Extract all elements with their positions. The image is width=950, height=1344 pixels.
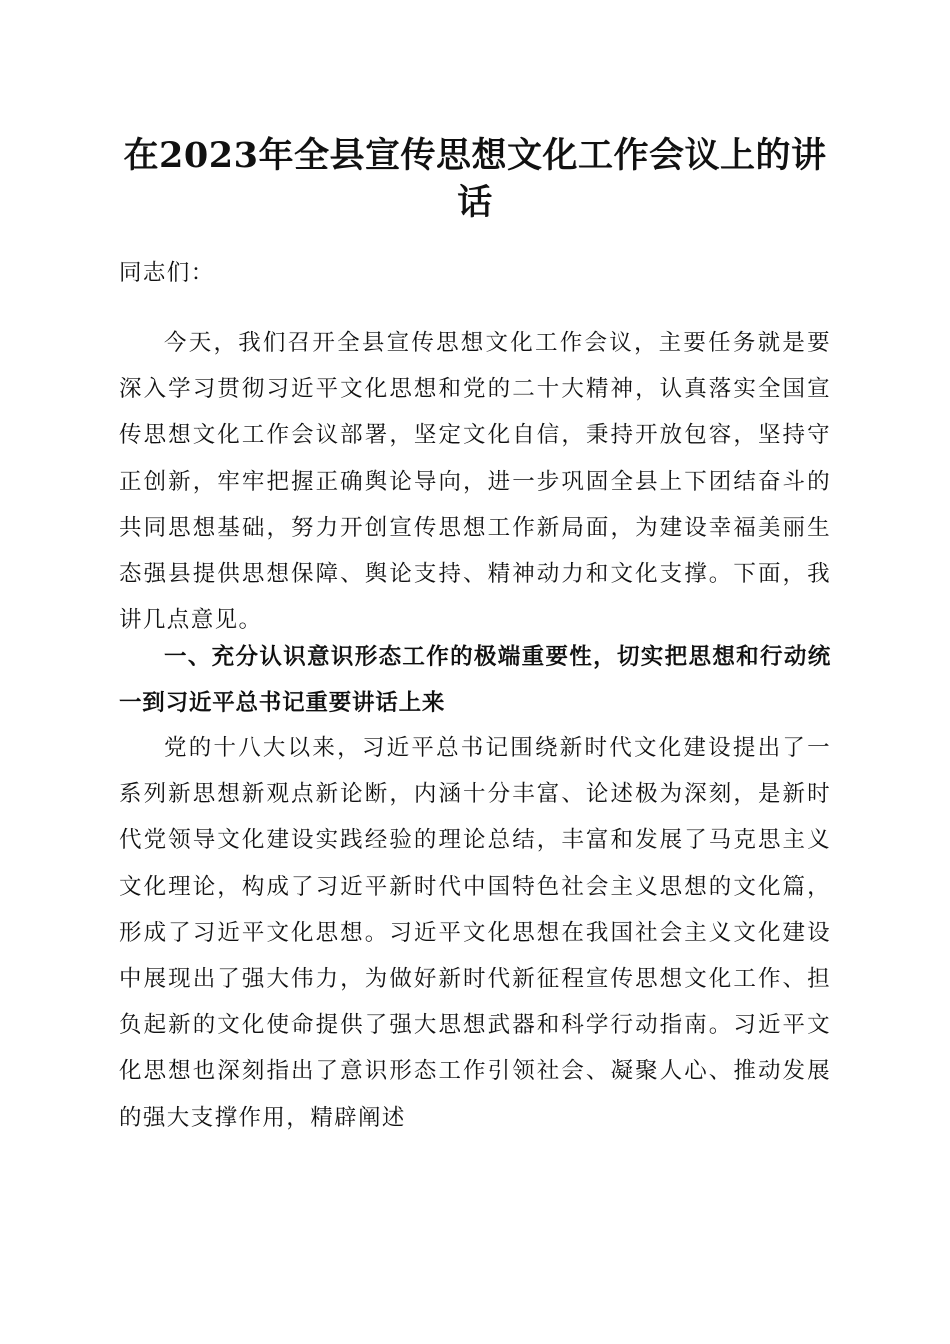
section-heading: 一、充分认识意识形态工作的极端重要性，切实把思想和行动统一到习近平总书记重要讲话上来 (119, 644, 831, 717)
salutation: 同志们： (119, 260, 215, 286)
document-title: 在2023年全县宣传思想文化工作会议上的讲话 (123, 135, 827, 223)
section-paragraph: 党的十八大以来，习近平总书记围绕新时代文化建设提出了一系列新思想新观点新论断，内涵十分丰富、论述极为深刻，是新时代党领导文化建设实践经验的理论总结，丰富和发展了马克思主义文化理论，构成了习近平新时代中国特色社会主义思想的文化篇，形成了习近平文化思想。习近平文化思想在我国社会主义文化建设中展现出了强大伟力，为做好新时代新征程宣传思想文化工作、担负起新的文化使命提供了强大思想武器和科学行动指南。习近平文化思想也深刻指出了意识形态工作引领社会、凝聚人心、推动发展的强大支撑作用，精辟阐述 (119, 735, 831, 1131)
opening-paragraph: 今天，我们召开全县宣传思想文化工作会议，主要任务就是要深入学习贯彻习近平文化思想和党的二十大精神，认真落实全国宣传思想文化工作会议部署，坚定文化自信，秉持开放包容，坚持守正创新，牢牢把握正确舆论导向，进一步巩固全县上下团结奋斗的共同思想基础，努力开创宣传思想工作新局面，为建设幸福美丽生态强县提供思想保障、舆论支持、精神动力和文化支撑。下面，我讲几点意见。 (119, 330, 831, 634)
